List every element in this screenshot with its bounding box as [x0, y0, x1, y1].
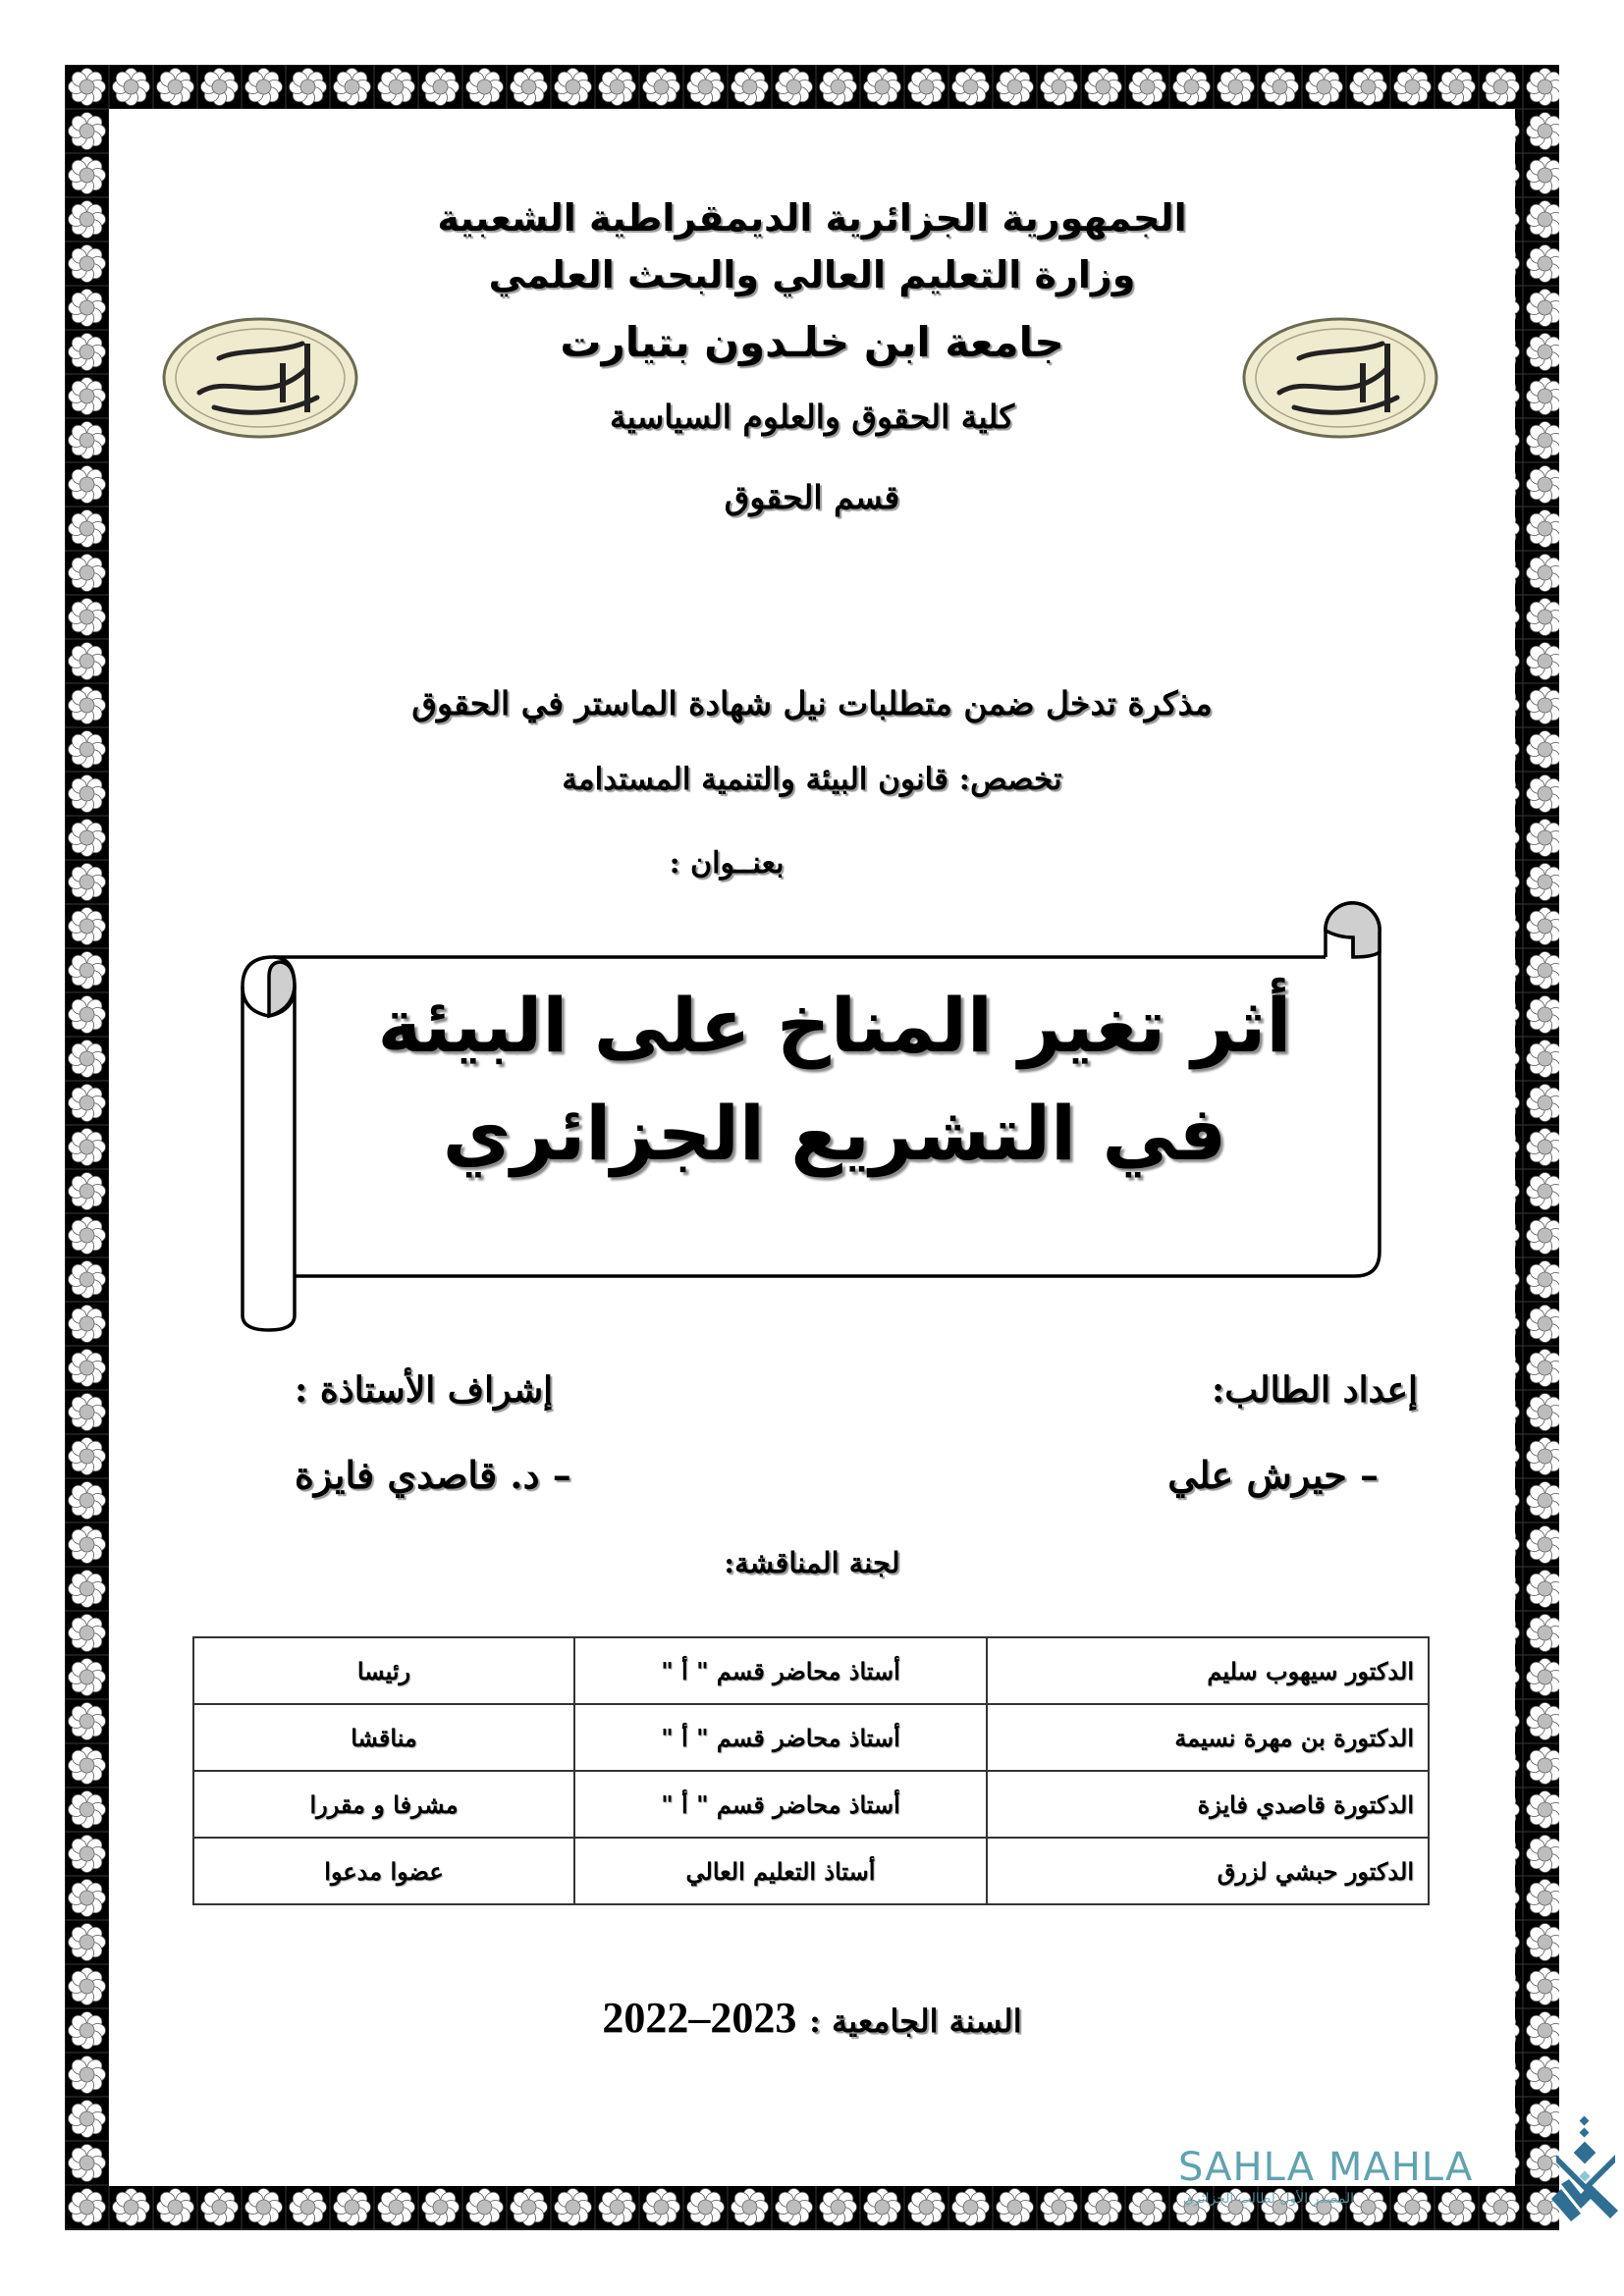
specialization: تخصص: قانون البيئة والتنمية المستدامة — [562, 762, 1062, 797]
jury-member-rank: أستاذ محاضر قسم " أ " — [574, 1771, 987, 1838]
watermark-logo-icon — [1551, 2115, 1620, 2223]
university-heading: جامعة ابن خلـدون بتيارت — [560, 318, 1064, 366]
jury-member-rank: أستاذ التعليم العالي — [574, 1838, 987, 1904]
academic-year-value: 2022–2023 — [602, 1994, 797, 2042]
jury-member-role: مشرفا و مقررا — [193, 1771, 574, 1838]
thesis-title-line-1: أثر تغير المناخ على البيئة — [377, 982, 1292, 1069]
prepared-by-label: إعداد الطالب: — [1211, 1369, 1418, 1411]
table-row — [193, 1704, 1429, 1771]
table-row — [193, 1838, 1429, 1904]
jury-member-name: الدكتور سيهوب سليم — [987, 1637, 1429, 1704]
academic-year — [0, 1993, 1624, 2043]
table-row — [193, 1771, 1429, 1838]
memo-purpose: مذكرة تدخل ضمن متطلبات نيل شهادة الماستر في الحقوق — [411, 684, 1213, 722]
student-name: – حيرش علي — [1167, 1453, 1379, 1497]
title-label: بعنــوان : — [669, 846, 785, 881]
jury-table — [192, 1636, 1430, 1905]
supervisor-name: – د. قاصدي فايزة — [295, 1453, 571, 1497]
ministry-heading: وزارة التعليم العالي والبحث العلمي — [488, 253, 1136, 296]
jury-member-role: عضوا مدعوا — [193, 1838, 574, 1904]
academic-year-label: السنة الجامعية : — [809, 2002, 1022, 2040]
supervision-label: إشراف الأستاذة : — [295, 1369, 554, 1411]
republic-heading: الجمهورية الجزائرية الديمقراطية الشعبية — [437, 196, 1187, 240]
jury-member-role: مناقشا — [193, 1704, 574, 1771]
jury-member-role: رئيسا — [193, 1637, 574, 1704]
jury-member-name: الدكتورة بن مهرة نسيمة — [987, 1704, 1429, 1771]
jury-member-name: الدكتور حبشي لزرق — [987, 1838, 1429, 1904]
jury-member-name: الدكتورة قاصدي فايزة — [987, 1771, 1429, 1838]
thesis-title-line-2: في التشريع الجزائري — [442, 1090, 1227, 1177]
watermark-brand: SAHLA MAHLA — [1178, 2145, 1474, 2190]
table-row — [193, 1637, 1429, 1704]
faculty-heading: كلية الحقوق والعلوم السياسية — [609, 398, 1015, 436]
department-heading: قسم الحقوق — [724, 478, 900, 516]
watermark-tagline: المصدر الأول لطالب الجزائري — [1183, 2191, 1355, 2207]
jury-member-rank: أستاذ محاضر قسم " أ " — [574, 1637, 987, 1704]
jury-label: لجنة المناقشة: — [724, 1546, 900, 1579]
jury-member-rank: أستاذ محاضر قسم " أ " — [574, 1704, 987, 1771]
